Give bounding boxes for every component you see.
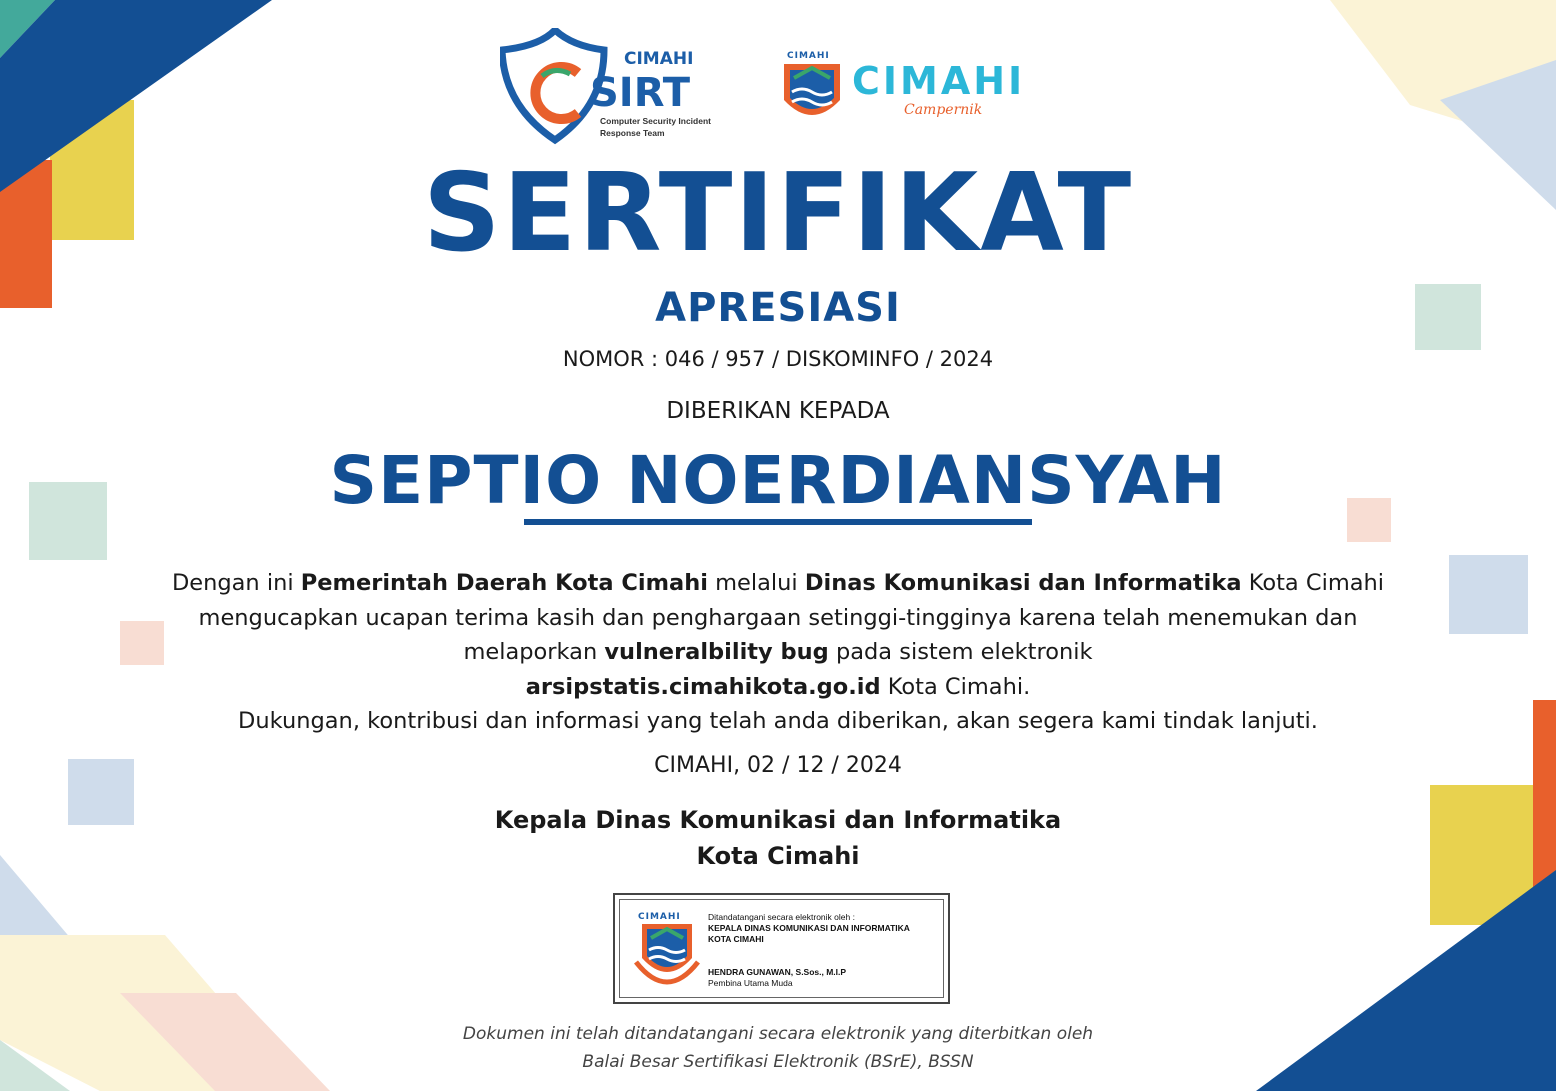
bsre-footnote: [0, 1020, 1556, 1076]
cimahi-emblem-city-text: CIMAHI: [787, 51, 830, 61]
issue-date: CIMAHI, 02 / 12 / 2024: [654, 753, 902, 778]
electronic-signature-box: [613, 893, 950, 1004]
certificate-body: [170, 566, 1386, 739]
cimahi-brand-tagline: Campernik: [904, 102, 983, 118]
csirt-logo: [500, 28, 730, 146]
csirt-subtitle-line2: Response Team: [600, 128, 665, 138]
recipient-name: SEPTIO NOERDIANSYAH: [329, 442, 1227, 519]
body-paragraph-1: Dengan ini Pemerintah Daerah Kota Cimahi melalui Dinas Komunikasi dan Informatika Kota Cimahi mengucapkan ucapan terima kasih dan penghargaan setinggi-tingginya karena telah menemukan dan melaporkan vulneralbility bug pada sistem elektronik arsipstatis.cimahikota.go.id Kota Cimahi.: [171, 570, 1385, 700]
sig-emblem-city-text: CIMAHI: [638, 912, 681, 922]
certificate-title: SERTIFIKAT: [422, 151, 1134, 276]
signing-office: [0, 802, 1556, 874]
signer-rank: Pembina Utama Muda: [708, 978, 793, 988]
recipient-underline: [524, 519, 1032, 525]
signer-position-line2: KOTA CIMAHI: [708, 934, 764, 944]
body-paragraph-2: Dukungan, kontribusi dan informasi yang telah anda diberikan, akan segera kami tindak lanjuti.: [238, 708, 1318, 734]
cimahi-brand-word: CIMAHI: [852, 59, 1026, 103]
signing-office-line2: Kota Cimahi: [696, 842, 860, 870]
signing-office-line1: Kepala Dinas Komunikasi dan Informatika: [494, 806, 1062, 834]
csirt-subtitle-line1: Computer Security Incident: [600, 116, 711, 126]
signer-position-line1: KEPALA DINAS KOMUNIKASI DAN INFORMATIKA: [708, 923, 910, 933]
signed-by-label: Ditandatangani secara elektronik oleh :: [708, 912, 855, 922]
csirt-name-text: SIRT: [590, 70, 690, 116]
signature-details: [708, 912, 948, 989]
footnote-line1: Dokumen ini telah ditandatangani secara elektronik yang diterbitkan oleh: [462, 1024, 1094, 1044]
footnote-line2: Balai Besar Sertifikasi Elektronik (BSrE), BSSN: [582, 1052, 974, 1072]
certificate-number: NOMOR : 046 / 957 / DISKOMINFO / 2024: [562, 347, 994, 371]
certificate-subtitle: APRESIASI: [655, 285, 901, 331]
csirt-city-text: CIMAHI: [624, 49, 694, 69]
given-to-label: DIBERIKAN KEPADA: [666, 398, 890, 424]
signer-name: HENDRA GUNAWAN, S.Sos., M.I.P: [708, 967, 847, 977]
cimahi-brand-logo: [776, 44, 1086, 128]
cimahi-emblem-icon: [632, 910, 702, 990]
